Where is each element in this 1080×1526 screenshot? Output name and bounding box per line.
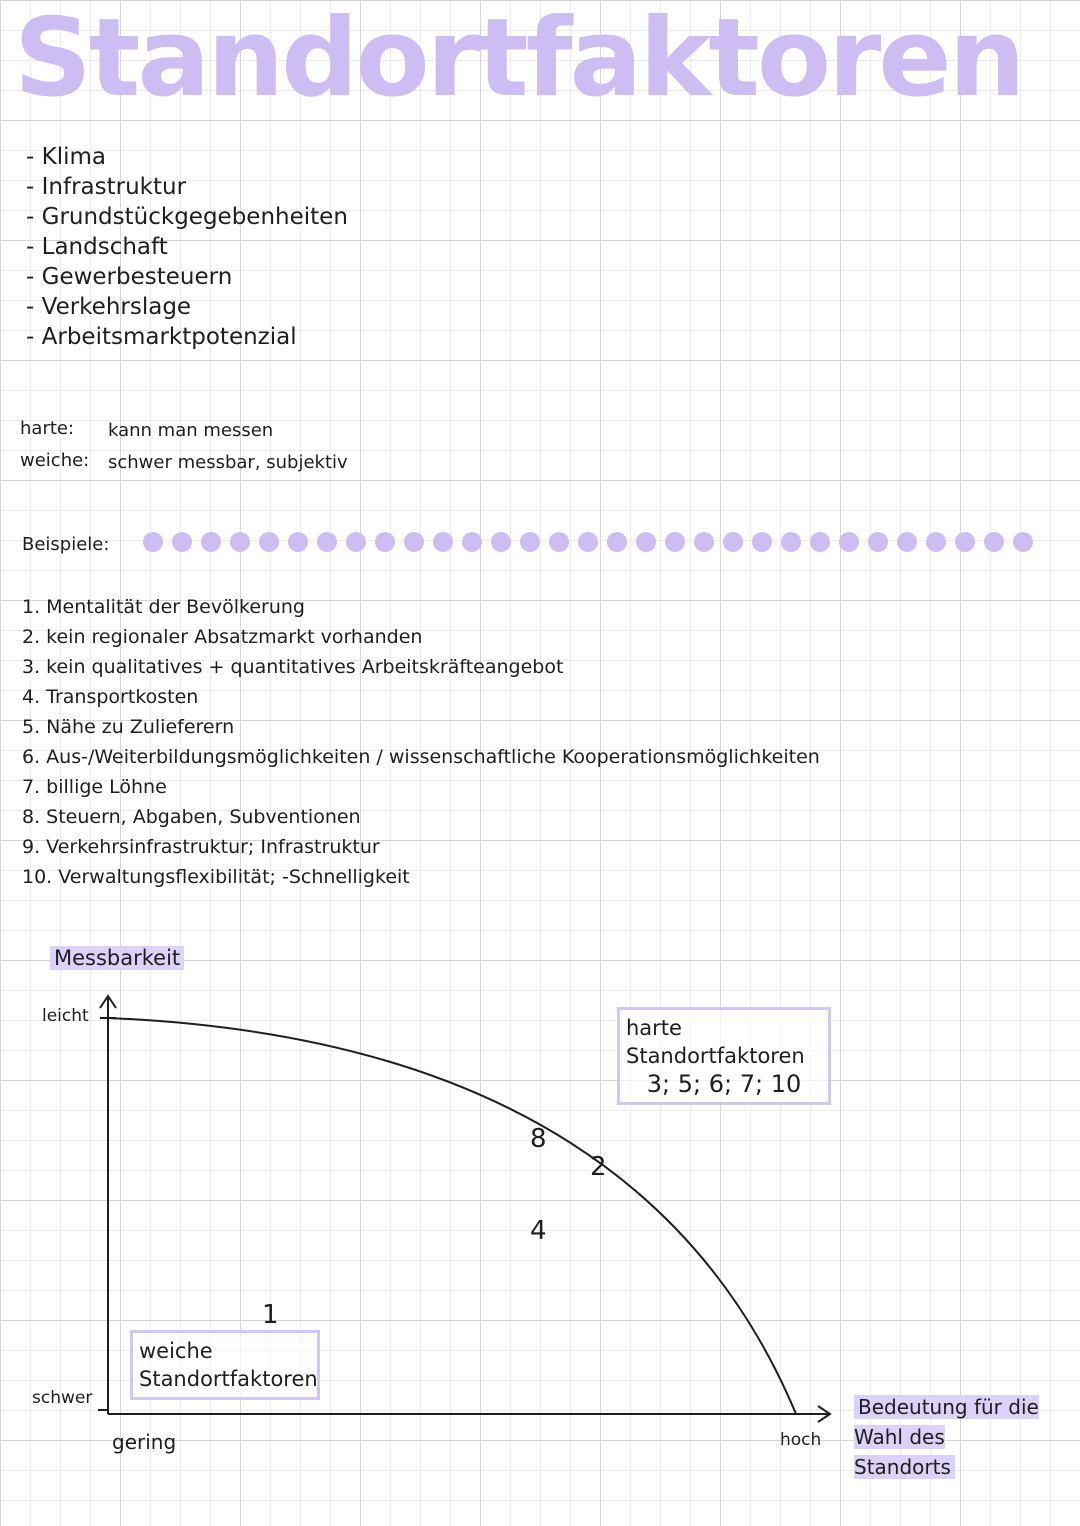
x-axis-label xyxy=(854,1392,1044,1482)
factor-item: - Grundstückgegebenheiten xyxy=(26,202,348,232)
point-label-8: 8 xyxy=(530,1124,547,1154)
soft-factors-box xyxy=(130,1330,320,1400)
factor-item: - Arbeitsmarktpotenzial xyxy=(26,322,348,352)
hard-factors-box xyxy=(617,1007,831,1105)
factor-item: - Landschaft xyxy=(26,232,348,262)
point-label-2: 2 xyxy=(590,1152,607,1182)
point-label-4: 4 xyxy=(530,1216,547,1246)
page-title: Standortfaktoren xyxy=(14,0,1023,121)
soft-definition: schwer messbar, subjektiv xyxy=(108,452,348,473)
soft-term: weiche: xyxy=(20,450,90,471)
y-axis-label: Messbarkeit xyxy=(50,946,184,970)
factor-item: - Klima xyxy=(26,142,348,172)
x-right-label: hoch xyxy=(780,1430,822,1450)
example-item: 1. Mentalität der Bevölkerung xyxy=(22,596,305,618)
example-item: 5. Nähe zu Zulieferern xyxy=(22,716,235,738)
x-left-label: gering xyxy=(112,1430,177,1454)
point-label-1: 1 xyxy=(262,1300,279,1330)
example-item: 3. kein qualitatives + quantitatives Arbeitskräfteangebot xyxy=(22,656,564,678)
factor-item: - Verkehrslage xyxy=(26,292,348,322)
factor-item: - Infrastruktur xyxy=(26,172,348,202)
factor-item: - Gewerbesteuern xyxy=(26,262,348,292)
hard-definition: kann man messen xyxy=(108,420,274,441)
example-item: 4. Transportkosten xyxy=(22,686,199,708)
hard-box-numbers: 3; 5; 6; 7; 10 xyxy=(646,1070,802,1098)
y-bottom-label: schwer xyxy=(32,1388,93,1408)
example-item: 6. Aus-/Weiterbildungsmöglichkeiten / wissenschaftliche Kooperationsmöglichkeiten xyxy=(22,746,820,768)
soft-box-title: weiche xyxy=(139,1339,213,1363)
soft-box-subtitle: Standortfaktoren xyxy=(139,1367,318,1391)
hard-box-title: harte xyxy=(626,1016,682,1040)
hard-box-subtitle: Standortfaktoren xyxy=(626,1044,805,1068)
example-item: 10. Verwaltungsflexibilität; -Schnelligkeit xyxy=(22,866,410,888)
example-item: 7. billige Löhne xyxy=(22,776,167,798)
hard-term: harte: xyxy=(20,418,75,439)
y-top-label: leicht xyxy=(42,1006,89,1026)
examples-label: Beispiele: xyxy=(22,534,110,555)
example-item: 2. kein regionaler Absatzmarkt vorhanden xyxy=(22,626,423,648)
example-item: 9. Verkehrsinfrastruktur; Infrastruktur xyxy=(22,836,380,858)
example-item: 8. Steuern, Abgaben, Subventionen xyxy=(22,806,361,828)
x-axis-label-text: Bedeutung für die Wahl des Standorts xyxy=(854,1395,1039,1479)
